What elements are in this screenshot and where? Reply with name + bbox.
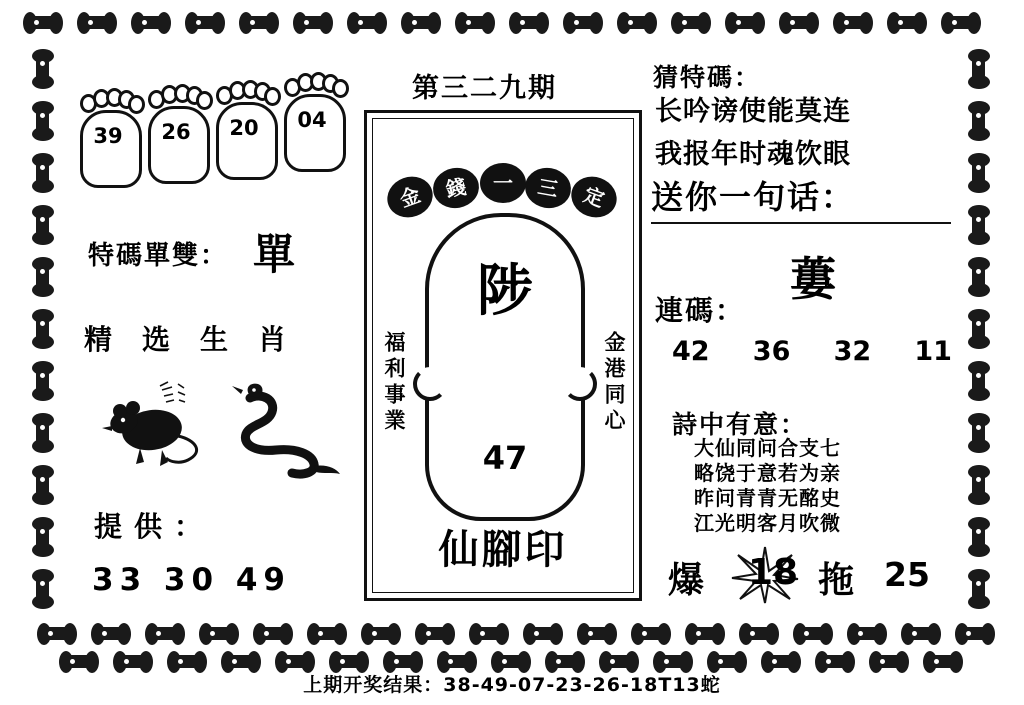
poem-meaning-lines (694, 436, 841, 536)
top-feet-row (78, 78, 368, 188)
tuo-number: 25 (884, 555, 930, 594)
lianma-number-1: 42 (672, 336, 710, 367)
center-panel (364, 110, 642, 601)
footprint-title: 仙腳印 (438, 527, 568, 573)
slogan-char-5: 定 (566, 170, 623, 223)
zodiac-label: 精选生肖 (84, 323, 317, 356)
zodiac-illustrations (100, 378, 350, 483)
odd-even-label: 特碼單雙： (88, 241, 229, 271)
foot-number-4 (282, 72, 344, 168)
lianma-number-3: 32 (833, 336, 872, 367)
foot-sole (80, 110, 142, 188)
center-big-word: 陟 (477, 259, 533, 324)
page-title: 第三二九期 (412, 73, 557, 104)
foot-sole (284, 94, 346, 172)
slogan-ovals (385, 169, 617, 213)
toe-icon (196, 91, 213, 110)
slogan-char-2: 錢 (430, 164, 482, 211)
poem-line-2: 我报年时魂饮眼 (655, 139, 851, 170)
foot-number-value: 04 (297, 108, 327, 132)
toe-icon (264, 87, 281, 106)
foot-waist-left (413, 367, 447, 401)
big-footprint-shape (425, 213, 585, 521)
rat-and-snake-icon (100, 378, 350, 483)
foot-number-1 (78, 88, 140, 184)
guess-label: 猜特碼： (653, 63, 762, 92)
foot-number-value: 39 (93, 124, 123, 148)
tuo-label: 拖 (818, 560, 855, 601)
toe-icon (128, 95, 145, 114)
provide-label: 提供： (94, 510, 215, 543)
bao-label: 爆 (668, 560, 705, 601)
lianma-number-2: 36 (752, 336, 791, 367)
foot-waist-right (563, 367, 597, 401)
poem-meaning-line-3: 昨问青青无酩史 (694, 486, 841, 510)
foot-number-2 (146, 84, 208, 180)
foot-sole (148, 106, 210, 184)
foot-number-3 (214, 80, 276, 176)
poem-meaning-line-2: 略饶于意若为亲 (694, 461, 841, 485)
divider (651, 222, 951, 224)
lianma-label: 連碼： (655, 294, 746, 327)
poem-line-1: 长吟谤使能莫连 (655, 96, 851, 127)
provide-numbers: 33 30 49 (92, 562, 292, 598)
foot-number-value: 20 (229, 116, 259, 140)
side-text-left: 福利事業 (382, 331, 406, 435)
slogan-char-3: 一 (480, 163, 526, 203)
lianma-numbers (672, 336, 952, 367)
slogan-char-1: 金 (382, 170, 439, 223)
foot-sole (216, 102, 278, 180)
foot-number-value: 26 (161, 120, 191, 144)
side-text-right: 金港同心 (602, 331, 626, 435)
lianma-number-4: 11 (914, 336, 952, 367)
bao-number: 18 (748, 552, 799, 593)
send-message-label: 送你一句话： (651, 178, 856, 216)
center-big-number: 47 (482, 439, 528, 477)
send-message-word: 蔞 (790, 252, 836, 306)
odd-even-value: 單 (253, 230, 296, 279)
slogan-char-4: 三 (522, 164, 574, 211)
toe-icon (332, 79, 349, 98)
poem-meaning-line-1: 大仙同问合支七 (694, 436, 841, 460)
previous-result-text: 上期开奖结果：38-49-07-23-26-18T13蛇 (303, 674, 721, 696)
poem-meaning-label: 詩中有意： (672, 410, 808, 439)
poem-meaning-line-4: 江光明客月吹微 (694, 511, 841, 535)
